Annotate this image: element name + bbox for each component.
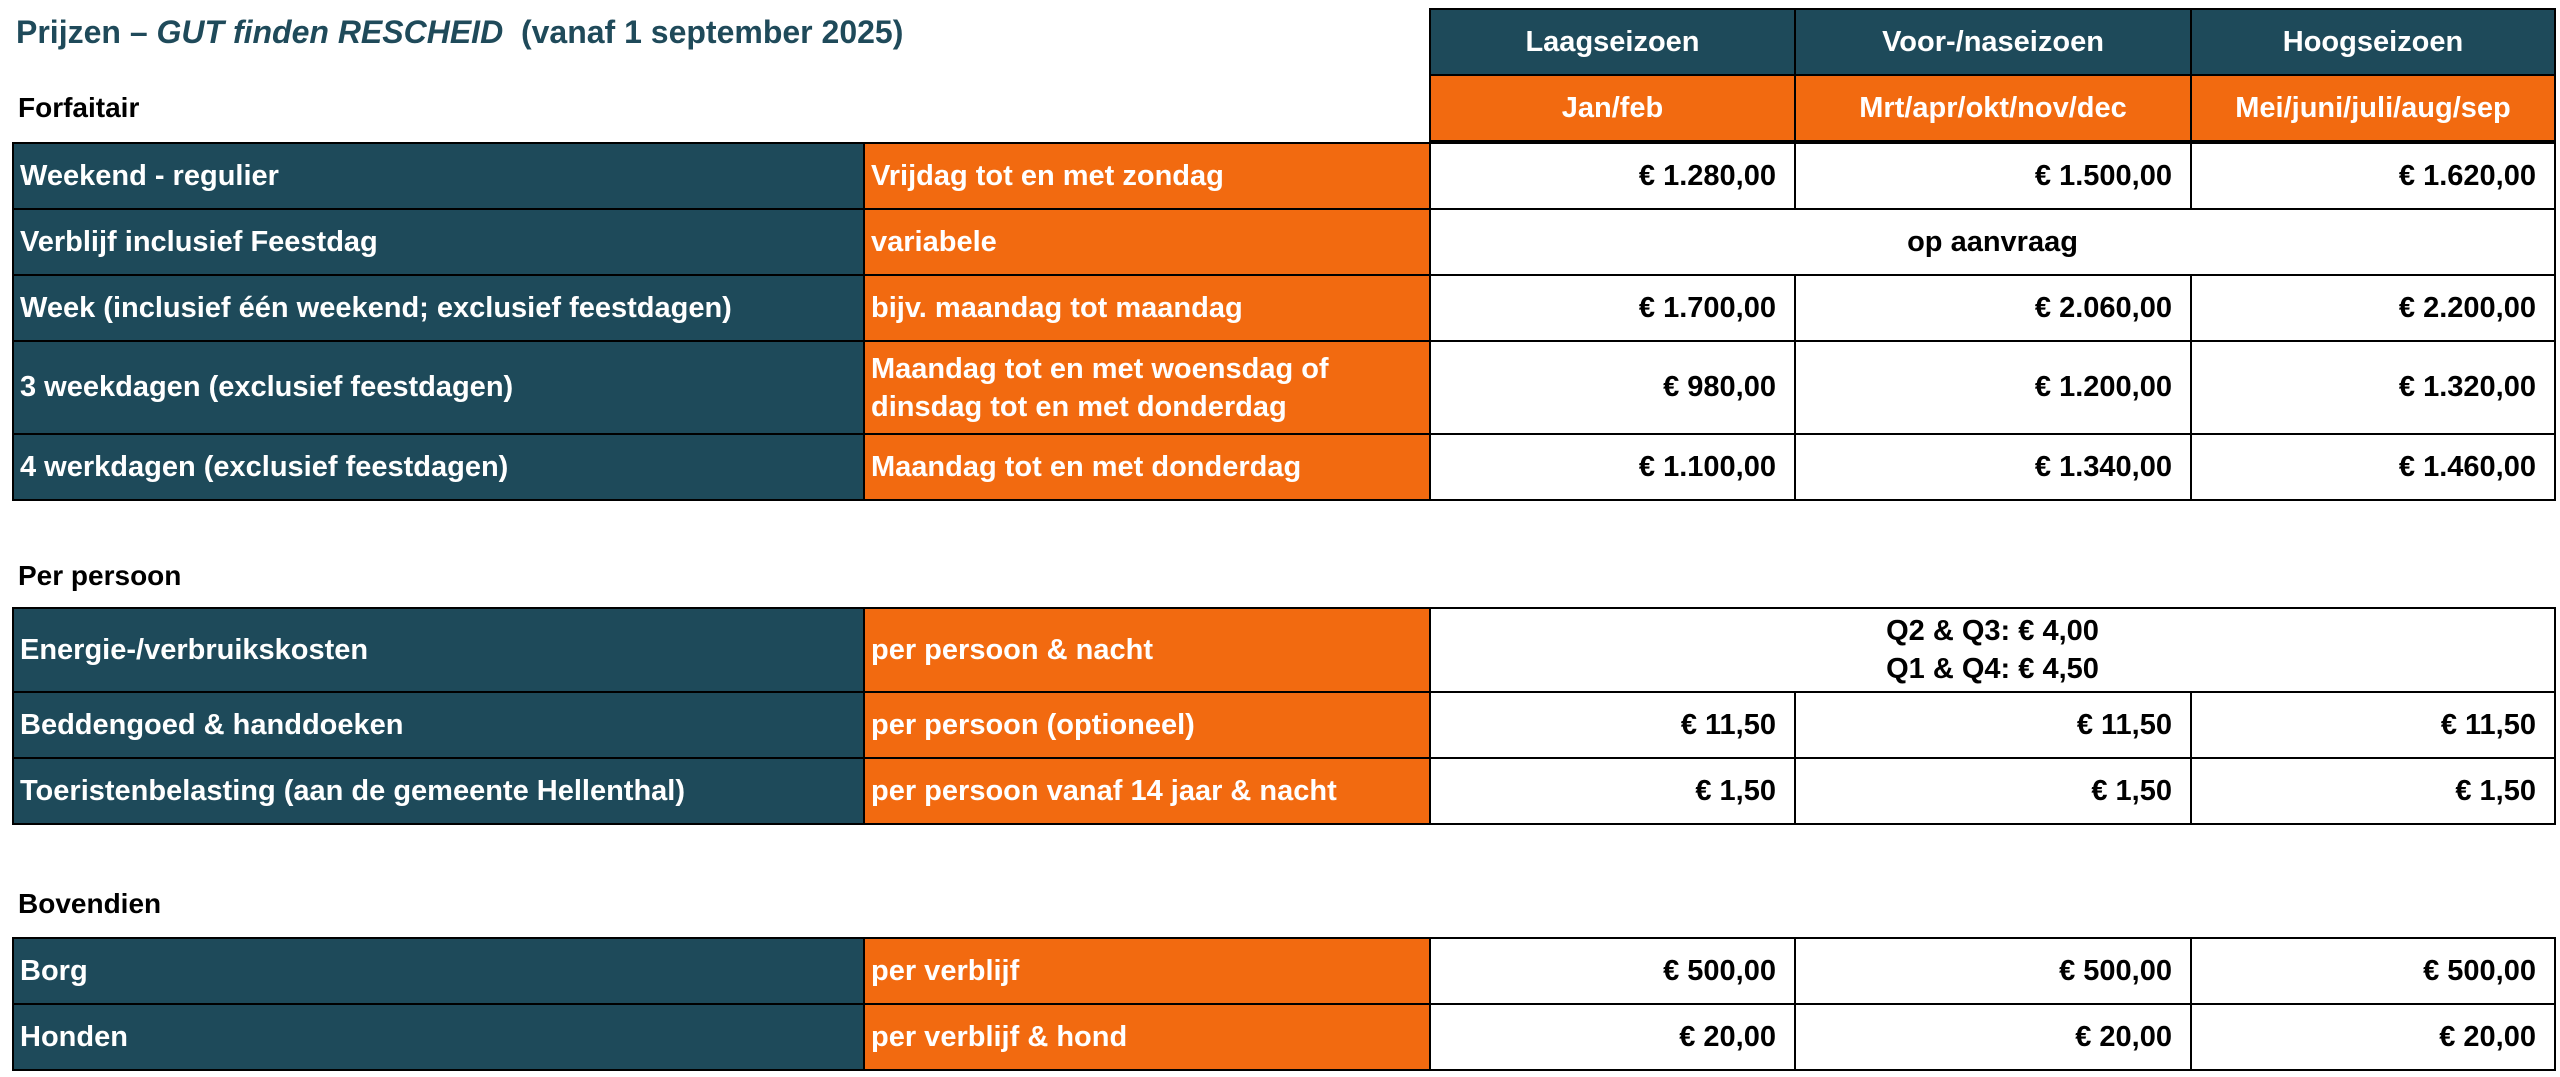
row-label: Verblijf inclusief Feestdag	[13, 209, 864, 275]
price-high: € 1.320,00	[2191, 341, 2555, 434]
price-low: € 980,00	[1430, 341, 1795, 434]
table-row	[13, 692, 2555, 758]
season-mid: Voor-/naseizoen	[1795, 9, 2191, 75]
price-low: € 20,00	[1430, 1004, 1795, 1070]
price-high: € 1,50	[2191, 758, 2555, 824]
table-row	[13, 938, 2555, 1004]
row-desc-line: Maandag tot en met woensdag of	[871, 352, 1329, 385]
months-mid: Mrt/apr/okt/nov/dec	[1795, 75, 2191, 141]
row-label: 4 werkdagen (exclusief feestdagen)	[13, 434, 864, 500]
price-mid: € 1,50	[1795, 758, 2191, 824]
price-high: € 11,50	[2191, 692, 2555, 758]
title-prefix: Prijzen –	[16, 14, 157, 50]
price-low: € 500,00	[1430, 938, 1795, 1004]
months-high: Mei/juni/juli/aug/sep	[2191, 75, 2555, 141]
section-per-persoon: Per persoon	[18, 560, 182, 591]
price-low: € 1.280,00	[1430, 143, 1795, 209]
table-row	[13, 275, 2555, 341]
price-mid: € 1.500,00	[1795, 143, 2191, 209]
row-label: Beddengoed & handdoeken	[13, 692, 864, 758]
row-desc: variabele	[864, 209, 1430, 275]
energy-cost-line: Q1 & Q4: € 4,50	[1886, 653, 2099, 685]
row-label: 3 weekdagen (exclusief feestdagen)	[13, 341, 864, 434]
row-desc: per persoon (optioneel)	[864, 692, 1430, 758]
price-high: € 2.200,00	[2191, 275, 2555, 341]
row-desc: per persoon & nacht	[864, 608, 1430, 692]
table-row	[13, 143, 2555, 209]
season-low: Laagseizoen	[1430, 9, 1795, 75]
price-mid: € 20,00	[1795, 1004, 2191, 1070]
row-desc: per persoon vanaf 14 jaar & nacht	[864, 758, 1430, 824]
price-mid: € 500,00	[1795, 938, 2191, 1004]
per-persoon-table	[12, 607, 2556, 825]
energy-cost	[1430, 608, 2555, 692]
title-name: GUT finden RESCHEID	[156, 14, 504, 50]
price-mid: € 2.060,00	[1795, 275, 2191, 341]
table-row	[13, 434, 2555, 500]
table-row	[13, 209, 2555, 275]
season-high: Hoogseizoen	[2191, 9, 2555, 75]
row-label: Honden	[13, 1004, 864, 1070]
price-on-request: op aanvraag	[1430, 209, 2555, 275]
row-label: Borg	[13, 938, 864, 1004]
section-bovendien: Bovendien	[18, 888, 162, 919]
price-mid: € 1.340,00	[1795, 434, 2191, 500]
price-low: € 11,50	[1430, 692, 1795, 758]
title-suffix: (vanaf 1 september 2025)	[520, 14, 904, 50]
forfaitair-table	[12, 142, 2556, 501]
bovendien-table	[12, 937, 2556, 1071]
price-high: € 20,00	[2191, 1004, 2555, 1070]
row-label: Week (inclusief één weekend; exclusief feestdagen)	[13, 275, 864, 341]
table-row	[13, 608, 2555, 692]
page-title	[16, 14, 903, 51]
price-high: € 1.460,00	[2191, 434, 2555, 500]
price-low: € 1.700,00	[1430, 275, 1795, 341]
row-desc	[864, 341, 1430, 434]
row-desc: Vrijdag tot en met zondag	[864, 143, 1430, 209]
energy-cost-line: Q2 & Q3: € 4,00	[1886, 615, 2099, 647]
season-header	[1429, 8, 2556, 142]
table-row	[13, 1004, 2555, 1070]
row-label: Toeristenbelasting (aan de gemeente Hellenthal)	[13, 758, 864, 824]
section-forfaitair: Forfaitair	[18, 92, 140, 123]
row-label: Energie-/verbruikskosten	[13, 608, 864, 692]
row-desc: bijv. maandag tot maandag	[864, 275, 1430, 341]
price-mid: € 1.200,00	[1795, 341, 2191, 434]
months-low: Jan/feb	[1430, 75, 1795, 141]
row-desc: per verblijf & hond	[864, 1004, 1430, 1070]
row-desc: per verblijf	[864, 938, 1430, 1004]
table-row	[13, 758, 2555, 824]
table-row	[13, 341, 2555, 434]
row-desc: Maandag tot en met donderdag	[864, 434, 1430, 500]
price-high: € 500,00	[2191, 938, 2555, 1004]
price-high: € 1.620,00	[2191, 143, 2555, 209]
price-low: € 1,50	[1430, 758, 1795, 824]
price-low: € 1.100,00	[1430, 434, 1795, 500]
price-mid: € 11,50	[1795, 692, 2191, 758]
row-desc-line: dinsdag tot en met donderdag	[871, 390, 1287, 423]
row-label: Weekend - regulier	[13, 143, 864, 209]
